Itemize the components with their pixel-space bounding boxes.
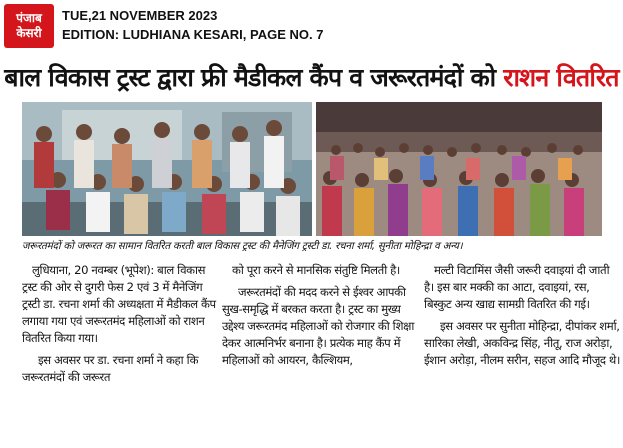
article-paragraph: इस अवसर पर डा. रचना शर्मा ने कहा कि जरूरतमंदों की जरूरत: [22, 353, 199, 384]
headline-highlight: राशन वितरित: [503, 63, 619, 92]
article-headline: [0, 56, 623, 100]
article-paragraph: इस अवसर पर सुनीता मोहिन्द्रा, दीपांकर शर्मा, सारिका लेखी, अकविन्द्र सिंह, नीतू, राज अरोड़ा, ईशान अरोड़ा, नीलम सरीन, सहज आदि मौजूद थे।: [424, 319, 620, 367]
publication-date: TUE,21 NOVEMBER 2023: [62, 8, 218, 23]
article-column-1: [22, 262, 218, 448]
photo-group-portrait: [22, 102, 312, 236]
photo-caption: जरूरतमंदों को जरूरत का सामान वितरित करती बाल विकास ट्रस्ट की मैनेजिंग ट्रस्टी डा. रचना शर्मा, सुनीता मोहिन्द्रा व अन्य।: [22, 241, 463, 252]
photo-camp-crowd: [316, 102, 602, 236]
article-column-3: [424, 262, 620, 448]
article-paragraph: जरूरतमंदों की मदद करने से ईश्वर आपकी सुख-समृद्धि में बरकत करता है। ट्रस्ट का मुख्य उद्देश्य जरूरतमंद महिलाओं को रोजगार की शिक्षा देकर आत्मनिर्भर बनाना है। प्रत्येक माह कैंप में महिलाओं को आयरन, कैल्शियम,: [222, 285, 415, 367]
article-paragraph: को पूरा करने से मानसिक संतुष्टि मिलती है।: [232, 263, 400, 277]
clipping-meta: [62, 6, 323, 44]
article-paragraph: मल्टी विटामिंस जैसी जरूरी दवाइयां दी जाती है। इस बार मक्की का आटा, दवाइयां, रस, बिस्कुट अन्य खाद्य सामग्री वितरित की गई।: [424, 263, 610, 311]
logo-line-1: पंजाब: [16, 11, 42, 25]
headline-main: बाल विकास ट्रस्ट द्वारा फ्री मैडीकल कैंप व जरूरतमंदों को: [4, 63, 496, 92]
edition-info: EDITION: LUDHIANA KESARI, PAGE NO. 7: [62, 27, 324, 42]
masthead: [0, 0, 623, 50]
article-column-2: [222, 262, 418, 448]
punjab-kesari-logo: [4, 4, 54, 48]
logo-line-2: केसरी: [16, 26, 42, 40]
article-paragraph: लुधियाना, 20 नवम्बर (भूपेश): बाल विकास ट्रस्ट की ओर से दुगरी फेस 2 एवं 3 में मैनेजिंग ट्रस्टी डा. रचना शर्मा की अध्यक्षता में मैडीकल कैंप लगाया गया एवं जरूरतमंद महिलाओं को राशन वितरित किया गया।: [22, 263, 216, 345]
